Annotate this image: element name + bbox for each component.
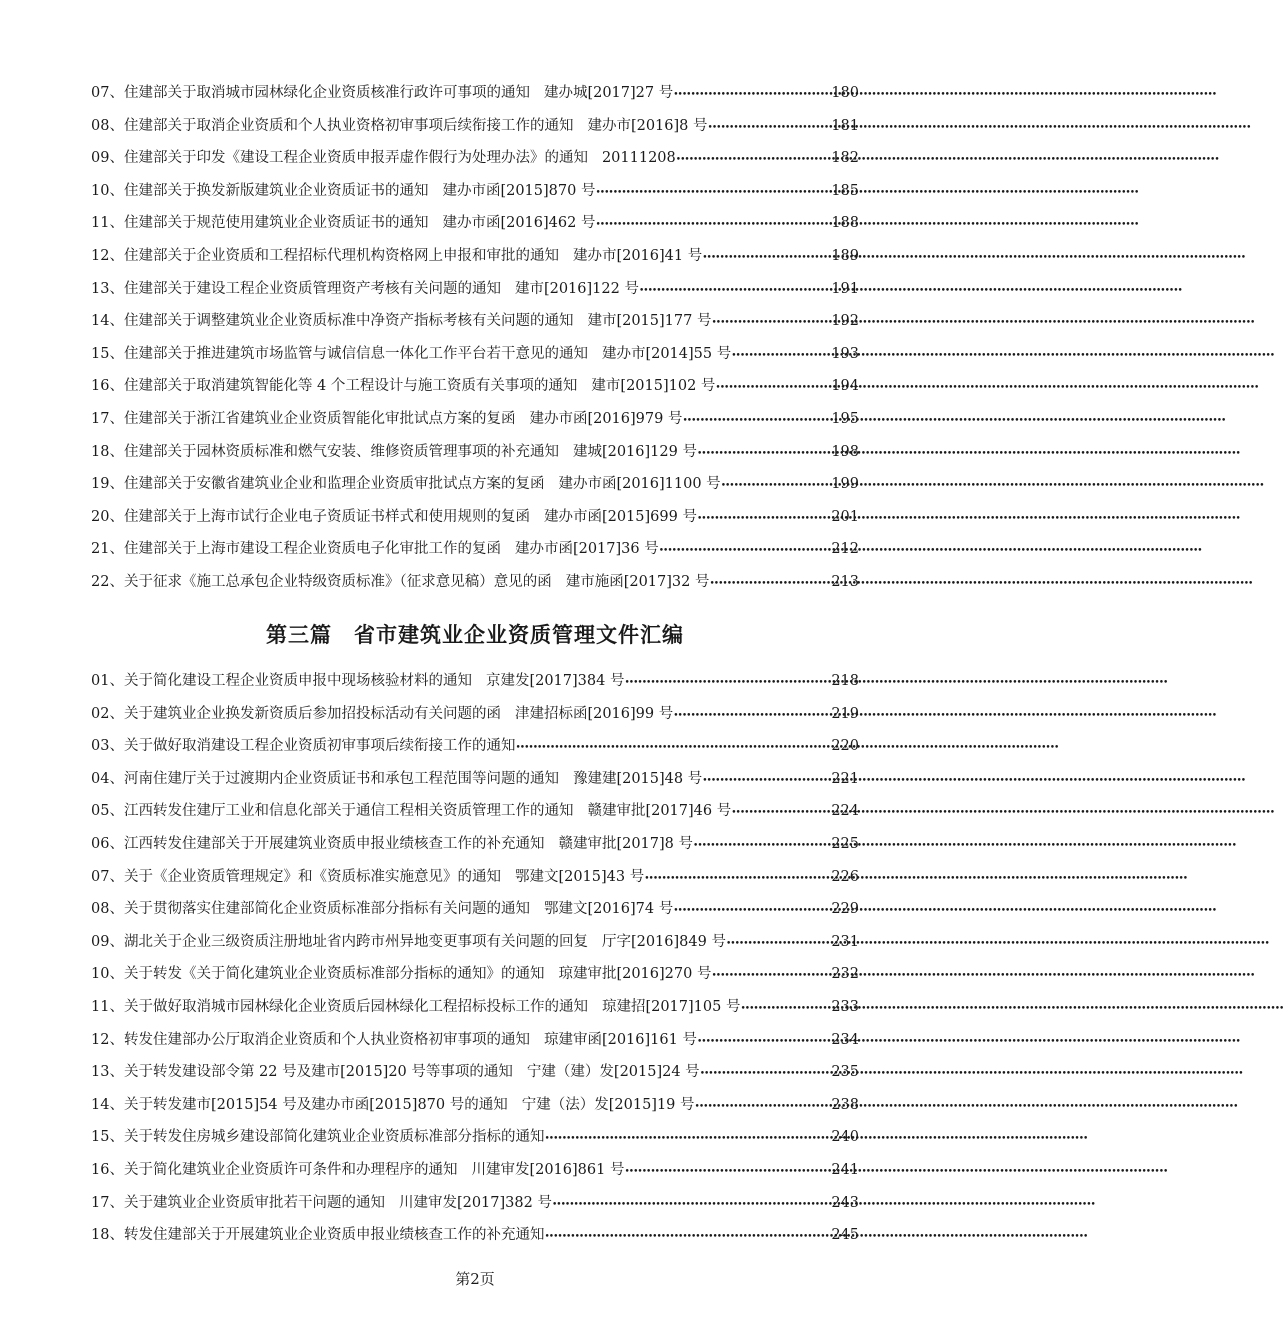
dot-leader: [697, 501, 831, 536]
entry-page-number: 192: [831, 313, 859, 330]
entry-page-number: 241: [831, 1161, 859, 1178]
dot-leader: [702, 763, 831, 798]
toc-entry[interactable]: [91, 501, 859, 534]
entry-number: 08、: [91, 117, 124, 134]
entry-title: 住建部关于取消城市园林绿化企业资质核准行政许可事项的通知: [123, 85, 530, 101]
entry-number: 18、: [91, 1227, 124, 1244]
entry-number: 09、: [91, 150, 124, 167]
toc-entry[interactable]: [91, 1121, 859, 1154]
entry-title: 住建部关于换发新版建筑业企业资质证书的通知: [123, 182, 429, 199]
entry-document-reference: 厅字[2016]849 号: [601, 933, 726, 950]
toc-entry[interactable]: [91, 1154, 859, 1187]
entry-title: 住建部关于安徽省建筑业企业和监理企业资质审批试点方案的复函: [123, 476, 545, 493]
entry-page-number: 213: [831, 573, 859, 590]
entry-page-number: 218: [831, 673, 859, 689]
entry-number: 14、: [91, 1096, 124, 1113]
entry-title: 关于简化建设工程企业资质申报中现场核验材料的通知: [123, 673, 472, 689]
dot-leader: [711, 958, 831, 993]
dot-leader: [711, 305, 831, 340]
entry-page-number: 219: [831, 705, 859, 722]
entry-title: 住建部关于上海市建设工程企业资质电子化审批工作的复函: [123, 541, 501, 558]
entry-document-reference: 建办市函[2017]36 号: [514, 541, 659, 558]
toc-entry[interactable]: [91, 1089, 859, 1122]
dot-leader: [721, 468, 832, 503]
entry-document-reference: 建办市[2016]41 号: [572, 247, 703, 264]
entry-title: 江西转发住建厅工业和信息化部关于通信工程相关资质管理工作的通知: [123, 803, 574, 820]
dot-leader: [695, 1089, 832, 1124]
toc-entry[interactable]: [91, 1187, 859, 1220]
entry-page-number: 182: [831, 150, 859, 167]
dot-leader: [624, 665, 831, 700]
entry-document-reference: 赣建审批[2017]8 号: [558, 835, 694, 852]
entry-number: 16、: [91, 1161, 124, 1178]
dot-leader: [673, 698, 831, 733]
entry-title: 住建部关于浙江省建筑业企业资质智能化审批试点方案的复函: [123, 410, 516, 427]
toc-entry[interactable]: [91, 828, 859, 861]
entry-number: 19、: [91, 476, 124, 493]
entry-document-reference: 建办市[2016]8 号: [587, 117, 708, 134]
toc-entry[interactable]: [91, 403, 859, 436]
entry-title: 关于转发《关于简化建筑业企业资质标准部分指标的通知》的通知: [123, 966, 545, 983]
entry-document-reference: 津建招标函[2016]99 号: [514, 705, 674, 722]
entry-title: 关于建筑业企业换发新资质后参加招投标活动有关问题的函: [123, 705, 501, 722]
entry-number: 22、: [91, 573, 124, 590]
entry-document-reference: 建市[2015]177 号: [587, 313, 712, 330]
toc-entry[interactable]: [91, 566, 859, 599]
toc-entry[interactable]: [91, 468, 859, 501]
dot-leader: [644, 861, 831, 896]
entry-title: 住建部关于上海市试行企业电子资质证书样式和使用规则的复函: [123, 508, 530, 525]
entry-page-number: 191: [831, 280, 859, 297]
entry-title: 关于贯彻落实住建部简化企业资质标准部分指标有关问题的通知: [123, 901, 530, 918]
entry-number: 15、: [91, 1129, 124, 1146]
entry-page-number: 193: [831, 345, 859, 362]
entry-document-reference: 川建审发[2016]861 号: [471, 1161, 625, 1178]
entry-title: 住建部关于园林资质标准和燃气安装、维修资质管理事项的补充通知: [123, 443, 559, 460]
entry-document-reference: 建办市[2014]55 号: [601, 345, 732, 362]
entry-page-number: 231: [831, 933, 859, 950]
entry-title: 住建部关于调整建筑业企业资质标准中净资产指标考核有关问题的通知: [123, 313, 574, 330]
entry-number: 07、: [91, 868, 124, 885]
entry-page-number: 199: [831, 476, 859, 493]
dot-leader: [673, 77, 831, 112]
toc-entry[interactable]: [91, 926, 859, 959]
entry-page-number: 185: [831, 182, 859, 199]
entry-document-reference: 京建发[2017]384 号: [485, 673, 625, 689]
entry-number: 12、: [91, 1031, 124, 1048]
dot-leader: [693, 828, 831, 863]
entry-number: 17、: [91, 1194, 124, 1211]
entry-title: 住建部关于取消企业资质和个人执业资格初审事项后续衔接工作的通知: [123, 117, 574, 134]
toc-list-section-2: [91, 77, 859, 599]
entry-title: 湖北关于企业三级资质注册地址省内跨市州异地变更事项有关问题的回复: [123, 933, 588, 950]
entry-number: 07、: [91, 85, 124, 101]
entry-title: 住建部关于建设工程企业资质管理资产考核有关问题的通知: [123, 280, 501, 297]
entry-page-number: 212: [831, 541, 859, 558]
entry-document-reference: 建办市函[2015]870 号: [442, 182, 596, 199]
entry-document-reference: 建市施函[2017]32 号: [565, 573, 710, 590]
entry-number: 09、: [91, 933, 124, 950]
dot-leader: [676, 142, 832, 177]
entry-number: 20、: [91, 508, 124, 525]
entry-title: 关于建筑业企业资质审批若干问题的通知: [123, 1194, 385, 1211]
toc-entry[interactable]: [91, 1024, 859, 1057]
dot-leader: [544, 1121, 831, 1156]
dot-leader: [697, 1024, 831, 1059]
dot-leader: [552, 1187, 831, 1222]
entry-number: 13、: [91, 280, 124, 297]
dot-leader: [595, 175, 831, 210]
entry-number: 11、: [91, 998, 124, 1015]
entry-title: 住建部关于规范使用建筑业企业资质证书的通知: [123, 215, 429, 232]
toc-entry[interactable]: [91, 861, 859, 894]
entry-document-reference: 建市[2016]122 号: [514, 280, 639, 297]
entry-title: 关于转发建市[2015]54 号及建办市函[2015]870 号的通知: [123, 1096, 508, 1113]
entry-page-number: 240: [831, 1129, 859, 1146]
toc-entry[interactable]: [91, 175, 859, 208]
entry-page-number: 194: [831, 378, 859, 395]
entry-number: 12、: [91, 247, 124, 264]
entry-title: 转发住建部办公厅取消企业资质和个人执业资格初审事项的通知: [123, 1031, 530, 1048]
dot-leader: [731, 795, 831, 830]
entry-document-reference: 建办城[2017]27 号: [543, 85, 674, 101]
dot-leader: [624, 1154, 831, 1189]
dot-leader: [702, 240, 831, 275]
entry-title: 关于转发建设部令第 22 号及建市[2015]20 号等事项的通知: [123, 1064, 513, 1081]
entry-number: 17、: [91, 410, 124, 427]
entry-page-number: 189: [831, 247, 859, 264]
entry-title: 关于《企业资质管理规定》和《资质标准实施意见》的通知: [123, 868, 501, 885]
entry-page-number: 235: [831, 1064, 859, 1081]
entry-title: 住建部关于印发《建设工程企业资质申报弄虚作假行为处理办法》的通知: [123, 150, 588, 167]
entry-page-number: 234: [831, 1031, 859, 1048]
entry-page-number: 224: [831, 803, 859, 820]
entry-document-reference: 建办市函[2016]462 号: [442, 215, 596, 232]
entry-number: 03、: [91, 738, 124, 755]
entry-number: 10、: [91, 182, 124, 199]
entry-page-number: 238: [831, 1096, 859, 1113]
dot-leader: [740, 991, 831, 1026]
toc-entry[interactable]: [91, 533, 859, 566]
entry-document-reference: 建办市函[2016]1100 号: [558, 476, 721, 493]
entry-number: 18、: [91, 443, 124, 460]
entry-document-reference: 20111208: [601, 150, 676, 167]
toc-entry[interactable]: [91, 436, 859, 469]
entry-document-reference: 豫建建[2015]48 号: [572, 770, 703, 787]
entry-title: 住建部关于企业资质和工程招标代理机构资格网上申报和审批的通知: [123, 247, 559, 264]
entry-document-reference: 宁建（法）发[2015]19 号: [521, 1096, 695, 1113]
toc-entry[interactable]: [91, 991, 859, 1024]
page-footer: 第2页: [455, 1270, 495, 1288]
toc-entry[interactable]: [91, 795, 859, 828]
entry-title: 关于征求《施工总承包企业特级资质标准》（征求意见稿）意见的函: [123, 573, 552, 590]
toc-entry[interactable]: [91, 1056, 859, 1089]
entry-document-reference: 鄂建文[2016]74 号: [543, 901, 674, 918]
entry-page-number: 229: [831, 901, 859, 918]
dot-leader: [715, 370, 831, 405]
dot-leader: [708, 110, 832, 145]
toc-entry[interactable]: [91, 958, 859, 991]
dot-leader: [709, 566, 831, 601]
entry-page-number: 225: [831, 835, 859, 852]
toc-entry[interactable]: [91, 110, 859, 143]
entry-document-reference: 建市[2015]102 号: [591, 378, 716, 395]
dot-leader: [595, 207, 831, 242]
entry-page-number: 198: [831, 443, 859, 460]
toc-entry[interactable]: [91, 338, 859, 371]
toc-entry[interactable]: [91, 305, 859, 338]
entry-page-number: 233: [831, 998, 859, 1015]
entry-title: 关于做好取消建设工程企业资质初审事项后续衔接工作的通知: [123, 738, 516, 755]
entry-page-number: 180: [831, 85, 859, 101]
entry-document-reference: 建城[2016]129 号: [572, 443, 697, 460]
entry-document-reference: 建办市函[2016]979 号: [529, 410, 683, 427]
dot-leader: [700, 1056, 832, 1091]
entry-number: 13、: [91, 1064, 124, 1081]
entry-document-reference: 琼建招[2017]105 号: [601, 998, 741, 1015]
entry-document-reference: 琼建审函[2016]161 号: [543, 1031, 697, 1048]
toc-entry[interactable]: [91, 240, 859, 273]
entry-document-reference: 鄂建文[2015]43 号: [514, 868, 645, 885]
entry-page-number: 221: [831, 770, 859, 787]
entry-number: 21、: [91, 541, 124, 558]
toc-entry[interactable]: [91, 1219, 859, 1252]
entry-number: 02、: [91, 705, 124, 722]
dot-leader: [659, 533, 832, 568]
toc-entry[interactable]: [91, 370, 859, 403]
entry-page-number: 188: [831, 215, 859, 232]
entry-document-reference: 宁建（建）发[2015]24 号: [526, 1064, 700, 1081]
entry-page-number: 195: [831, 410, 859, 427]
toc-entry[interactable]: [91, 77, 859, 110]
toc-entry[interactable]: [91, 665, 859, 698]
toc-entry[interactable]: [91, 142, 859, 175]
entry-title: 关于简化建筑业企业资质许可条件和办理程序的通知: [123, 1161, 458, 1178]
dot-leader: [726, 926, 831, 961]
toc-list-section-3: [91, 665, 859, 1252]
dot-leader: [639, 273, 831, 308]
dot-leader: [673, 893, 831, 928]
entry-page-number: 243: [831, 1194, 859, 1211]
entry-page-number: 181: [831, 117, 859, 134]
entry-page-number: 226: [831, 868, 859, 885]
entry-number: 04、: [91, 770, 124, 787]
entry-title: 转发住建部关于开展建筑业企业资质申报业绩核查工作的补充通知: [123, 1227, 545, 1244]
entry-page-number: 201: [831, 508, 859, 525]
toc-entry[interactable]: [91, 763, 859, 796]
entry-number: 11、: [91, 215, 124, 232]
dot-leader: [544, 1219, 831, 1254]
entry-number: 01、: [91, 673, 124, 689]
entry-title: 关于转发住房城乡建设部简化建筑业企业资质标准部分指标的通知: [123, 1129, 545, 1146]
dot-leader: [515, 730, 831, 765]
dot-leader: [682, 403, 831, 438]
toc-entry[interactable]: [91, 273, 859, 306]
toc-entry[interactable]: [91, 207, 859, 240]
entry-title: 住建部关于推进建筑市场监管与诚信信息一体化工作平台若干意见的通知: [123, 345, 588, 362]
entry-number: 06、: [91, 835, 124, 852]
toc-entry[interactable]: [91, 730, 859, 763]
entry-document-reference: 琼建审批[2016]270 号: [558, 966, 712, 983]
entry-page-number: 220: [831, 738, 859, 755]
entry-number: 16、: [91, 378, 124, 395]
toc-entry[interactable]: [91, 698, 859, 731]
entry-number: 14、: [91, 313, 124, 330]
entry-document-reference: 川建审发[2017]382 号: [398, 1194, 552, 1211]
entry-page-number: 245: [831, 1227, 859, 1244]
entry-title: 关于做好取消城市园林绿化企业资质后园林绿化工程招标投标工作的通知: [123, 998, 588, 1015]
dot-leader: [697, 436, 831, 471]
entry-page-number: 232: [831, 966, 859, 983]
entry-number: 15、: [91, 345, 124, 362]
entry-document-reference: 建办市函[2015]699 号: [543, 508, 697, 525]
toc-entry[interactable]: [91, 893, 859, 926]
entry-title: 河南住建厅关于过渡期内企业资质证书和承包工程范围等问题的通知: [123, 770, 559, 787]
dot-leader: [731, 338, 831, 373]
entry-number: 10、: [91, 966, 124, 983]
entry-number: 05、: [91, 803, 124, 820]
section-heading: 第三篇 省市建筑业企业资质管理文件汇编: [266, 623, 684, 647]
entry-title: 江西转发住建部关于开展建筑业资质申报业绩核查工作的补充通知: [123, 835, 545, 852]
entry-number: 08、: [91, 901, 124, 918]
entry-document-reference: 赣建审批[2017]46 号: [587, 803, 732, 820]
entry-title: 住建部关于取消建筑智能化等 4 个工程设计与施工资质有关事项的通知: [123, 378, 578, 395]
